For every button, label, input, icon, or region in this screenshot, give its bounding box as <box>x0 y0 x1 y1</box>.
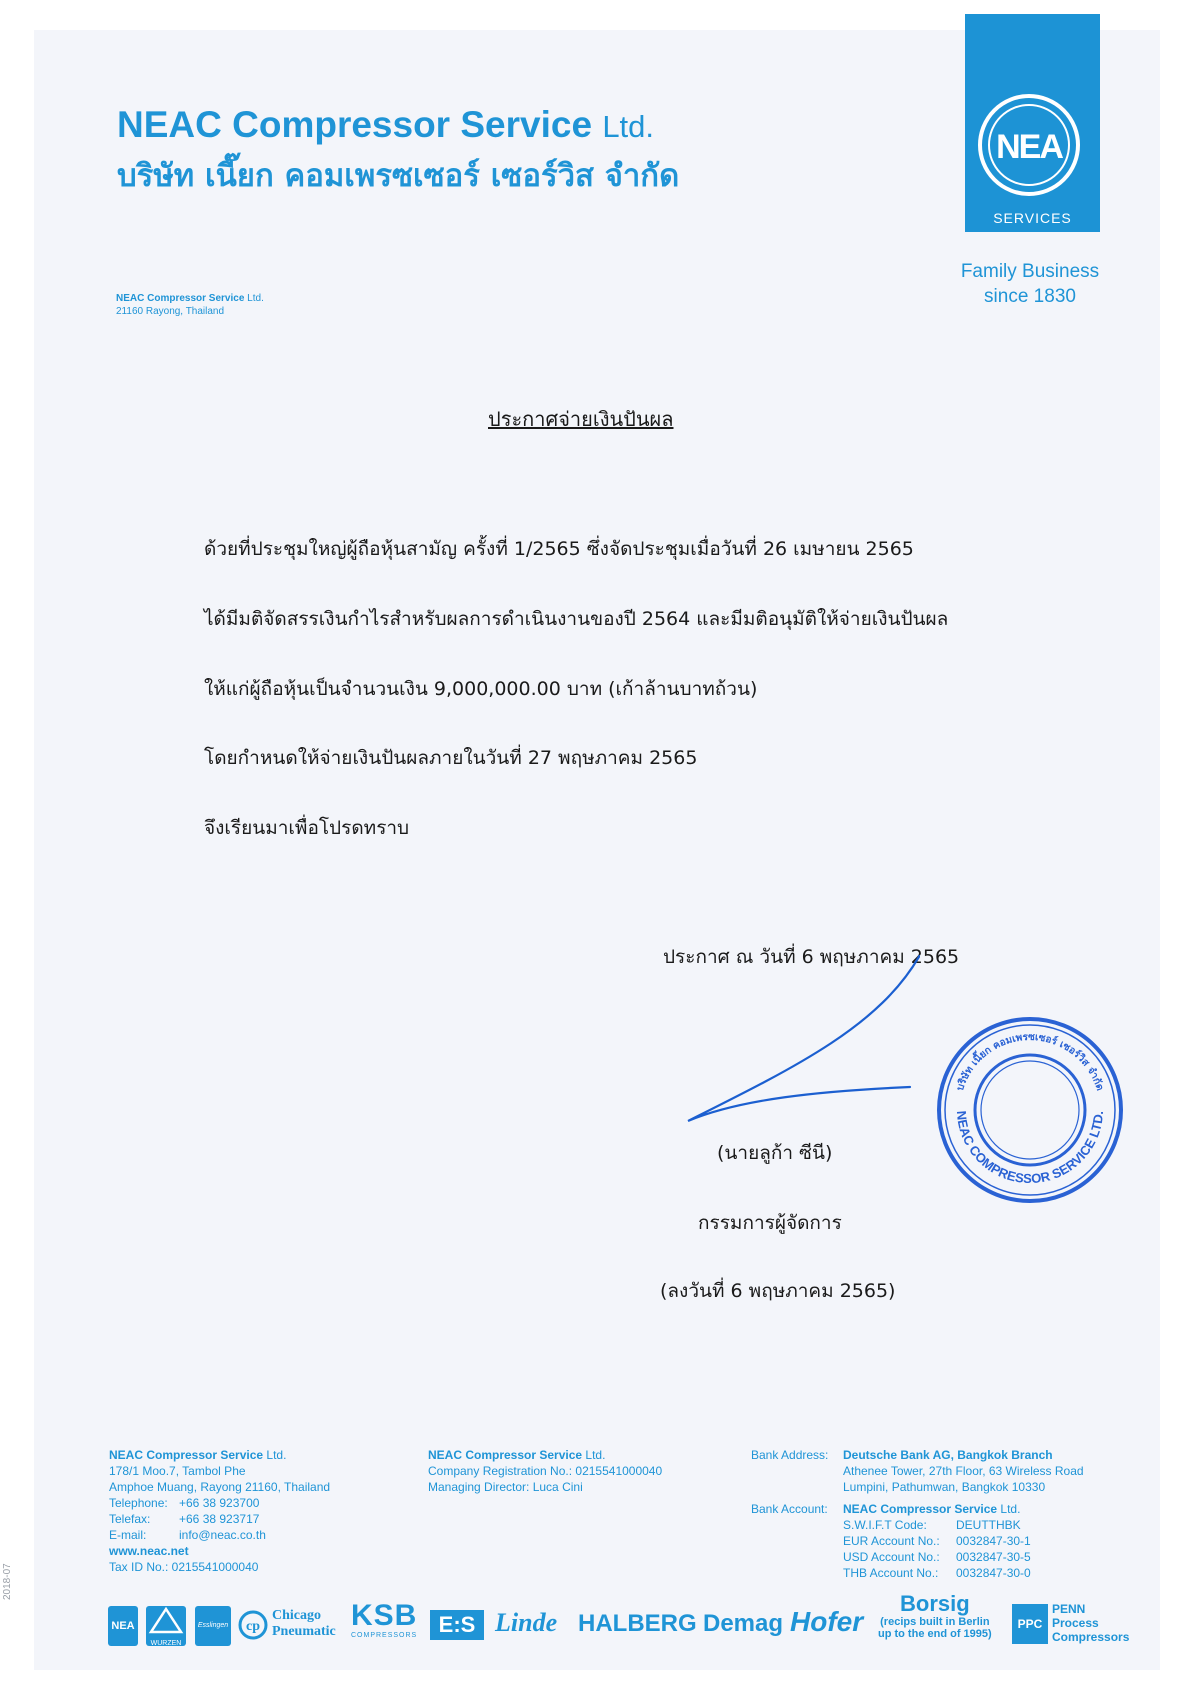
telefax-value: +66 38 923717 <box>179 1512 260 1526</box>
bank-address-1: Athenee Tower, 27th Floor, 63 Wireless Road <box>843 1464 1084 1478</box>
paragraph-1: ด้วยที่ประชุมใหญ่ผู้ถือหุ้นสามัญ ครั้งที่ 1/2565 ซึ่งจัดประชุมเมื่อวันที่ 26 เมษายน 2565 <box>204 538 914 560</box>
stamp-text-bottom: NEAC COMPRESSOR SERVICE LTD. <box>953 1110 1107 1187</box>
ksb-sub-label: COMPRESSORS <box>351 1632 418 1639</box>
bank-address-label: Bank Address: <box>751 1448 829 1462</box>
hofer-logo: Hofer <box>790 1606 864 1637</box>
chicago-label: Chicago <box>272 1608 321 1623</box>
compressors-label: Compressors <box>1052 1630 1130 1644</box>
footer-contact <box>109 1447 330 1575</box>
borsig-logo <box>878 1592 992 1640</box>
footer-company-suffix: Ltd. <box>266 1448 287 1462</box>
borsig-label: Borsig <box>900 1591 970 1616</box>
ppc-logo: PPC <box>1012 1604 1048 1644</box>
form-version-code: 2018-07 <box>2 1563 13 1600</box>
swift-code: DEUTTHBK <box>956 1518 1021 1532</box>
footer-bank <box>751 1447 1084 1581</box>
logo-ring <box>978 94 1080 196</box>
wurzen-logo <box>146 1606 186 1646</box>
footer-reg-company-name: NEAC Compressor Service <box>428 1448 583 1462</box>
swift-label: S.W.I.F.T Code: <box>843 1518 927 1532</box>
paragraph-2: ได้มีมติจัดสรรเงินกำไรสำหรับผลการดำเนินงานของปี 2564 และมีมติอนุมัติให้จ่ายเงินปันผล <box>204 608 949 630</box>
footer-reg-suffix: Ltd. <box>585 1448 606 1462</box>
thb-account: 0032847-30-0 <box>956 1566 1031 1580</box>
usd-account: 0032847-30-5 <box>956 1550 1031 1564</box>
account-suffix: Ltd. <box>1000 1502 1021 1516</box>
company-name-th: บริษัท เนี๊ยก คอมเพรซเซอร์ เซอร์วิส จำกัด <box>117 158 680 194</box>
announce-date: ประกาศ ณ วันที่ 6 พฤษภาคม 2565 <box>663 946 960 968</box>
bank-address-2: Lumpini, Pathumwan, Bangkok 10330 <box>843 1480 1046 1494</box>
borsig-note-1: (recips built in Berlin <box>880 1616 990 1628</box>
bank-name: Deutsche Bank AG, Bangkok Branch <box>843 1448 1053 1462</box>
paragraph-5: จึงเรียนมาเพื่อโปรดทราบ <box>204 817 410 839</box>
managing-director: Managing Director: Luca Cini <box>428 1480 583 1494</box>
eur-account-label: EUR Account No.: <box>843 1534 940 1548</box>
handwritten-signature <box>680 955 920 1135</box>
halberg-logo: HALBERG <box>578 1610 697 1637</box>
borsig-note-2: up to the end of 1995) <box>878 1628 992 1640</box>
website-link[interactable]: www.neac.net <box>109 1544 189 1558</box>
sender-city: 21160 Rayong, Thailand <box>116 306 225 317</box>
sender-suffix: Ltd. <box>247 293 264 304</box>
process-label: Process <box>1052 1616 1099 1630</box>
logo-caption: SERVICES <box>993 210 1072 226</box>
telephone-value: +66 38 923700 <box>179 1496 260 1510</box>
es-logo: E:S <box>430 1610 484 1640</box>
company-name-en: NEAC Compressor Service Ltd. <box>117 104 655 145</box>
telephone-label: Telephone: <box>109 1496 168 1510</box>
account-name: NEAC Compressor Service <box>843 1502 998 1516</box>
footer-tax-id: Tax ID No.: 0215541000040 <box>109 1560 259 1574</box>
email-link[interactable]: info@neac.co.th <box>179 1528 266 1542</box>
nea-services-logo <box>965 14 1100 232</box>
pneumatic-label: Pneumatic <box>272 1624 336 1639</box>
signer-title: กรรมการผู้จัดการ <box>698 1212 842 1234</box>
family-business-tagline <box>950 259 1110 309</box>
bank-account-label: Bank Account: <box>751 1502 828 1516</box>
wurzen-label: WURZEN <box>150 1640 182 1647</box>
document-title: ประกาศจ่ายเงินปันผล <box>488 407 674 431</box>
sender-name: NEAC Compressor Service <box>116 293 245 304</box>
company-seal-stamp <box>935 1015 1125 1205</box>
paragraph-3: ให้แก่ผู้ถือหุ้นเป็นจำนวนเงิน 9,000,000.00 บาท (เก้าล้านบาทถ้วน) <box>204 678 758 700</box>
logo-mark: NEA <box>996 128 1062 166</box>
sender-address <box>116 292 264 318</box>
signer-name: (นายลูก้า ซีนี) <box>717 1142 833 1164</box>
thb-account-label: THB Account No.: <box>843 1566 939 1580</box>
email-label: E-mail: <box>109 1528 147 1542</box>
eur-account: 0032847-30-1 <box>956 1534 1031 1548</box>
penn-label: PENN <box>1052 1602 1086 1616</box>
company-registration: Company Registration No.: 0215541000040 <box>428 1464 663 1478</box>
penn-logo <box>1052 1602 1129 1644</box>
esslingen-logo: Esslingen <box>195 1606 231 1646</box>
footer-registration <box>428 1447 662 1495</box>
tagline-line2: since 1830 <box>984 286 1076 307</box>
signed-date: (ลงวันที่ 6 พฤษภาคม 2565) <box>660 1280 896 1302</box>
stamp-text-top: บริษัท เนี๊ยก คอมเพรซเซอร์ เซอร์วิส จำกัด <box>954 1031 1106 1093</box>
linde-logo: Linde <box>495 1608 558 1637</box>
footer-address-2: Amphoe Muang, Rayong 21160, Thailand <box>109 1480 331 1494</box>
footer-address-1: 178/1 Moo.7, Tambol Phe <box>109 1464 246 1478</box>
nea-logo: NEA <box>108 1606 138 1646</box>
demag-logo: Demag <box>703 1610 784 1637</box>
tagline-line1: Family Business <box>960 261 1100 282</box>
svg-text:บริษัท เนี๊ยก คอมเพรซเซอร์ เซอ <box>955 1032 1105 1092</box>
svg-text:cp: cp <box>246 1619 260 1634</box>
usd-account-label: USD Account No.: <box>843 1550 940 1564</box>
telefax-label: Telefax: <box>109 1512 151 1526</box>
cp-circle-icon <box>238 1610 268 1640</box>
ksb-logo <box>351 1600 417 1639</box>
ksb-label: KSB <box>351 1599 418 1632</box>
footer-company-name: NEAC Compressor Service <box>109 1448 264 1462</box>
paragraph-4: โดยกำหนดให้จ่ายเงินปันผลภายในวันที่ 27 พฤษภาคม 2565 <box>204 747 698 769</box>
wurzen-triangle-icon <box>146 1606 186 1634</box>
partner-logo-strip <box>108 1591 1130 1650</box>
company-suffix: Ltd. <box>602 109 655 144</box>
